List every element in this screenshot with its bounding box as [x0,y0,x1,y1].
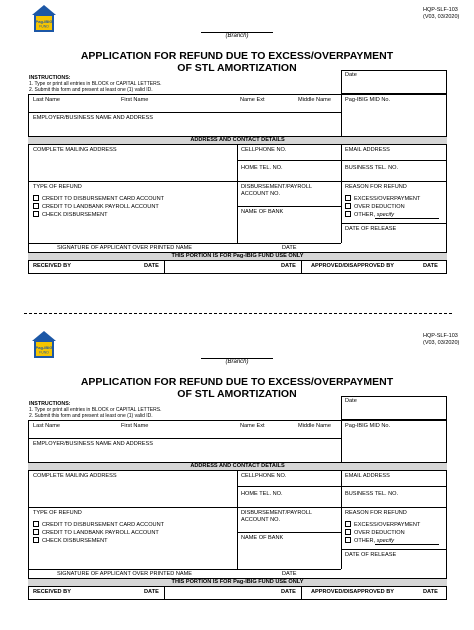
refund-option-1-text: CREDIT TO DISBURSEMENT CARD ACCOUNT [42,196,165,202]
divider [341,420,342,462]
first-name-label: First Name [121,97,149,103]
form-code [423,7,459,21]
reason-option-1-text: EXCESS/OVERPAYMENT [354,522,421,528]
received-date-label: DATE [144,263,159,269]
office-date-label: DATE [281,263,296,269]
branch-label: (Branch) [225,33,249,39]
reason-label: REASON FOR REFUND [345,184,407,190]
date-field[interactable] [341,70,447,94]
refund-option-2-text: CREDIT TO LANDBANK PAYROLL ACCOUNT [42,204,159,210]
type-of-refund-label: TYPE OF REFUND [33,510,82,516]
instruction-2: 2. Submit this form and present at least one (1) valid ID. [29,413,153,419]
reason-option-3-text: OTHER, [354,212,377,218]
checkbox[interactable] [33,529,39,535]
checkbox[interactable] [345,537,351,543]
mid-no-label: Pag-IBIG MID No. [345,97,391,103]
divider [237,532,341,533]
divider [28,181,447,182]
payroll-account-line-2: ACCOUNT NO. [241,516,281,523]
reason-option-2-text: OVER DEDUCTION [354,530,405,536]
mailing-address-field[interactable] [30,154,235,179]
received-by-label: RECEIVED BY [33,263,71,269]
svg-text:FUND: FUND [39,24,49,29]
divider [28,507,447,508]
employer-label: EMPLOYER/BUSINESS NAME AND ADDRESS [33,441,153,447]
address-header: ADDRESS AND CONTACT DETAILS [28,136,447,145]
checkbox[interactable] [345,211,351,217]
divider [28,438,341,439]
form-code-text: HQP-SLF-103 [423,7,458,13]
reason-option-1-text: EXCESS/OVERPAYMENT [354,196,421,202]
checkbox[interactable] [33,211,39,217]
refund-option-2[interactable] [33,529,159,537]
refund-option-2[interactable] [33,203,159,211]
specify-line [375,218,439,219]
pag-ibig-logo [31,4,57,34]
office-date-label: DATE [281,589,296,595]
title-line-1: APPLICATION FOR REFUND DUE TO EXCESS/OVERPAYMENT [80,376,394,388]
refund-option-1-text: CREDIT TO DISBURSEMENT CARD ACCOUNT [42,522,165,528]
last-name-label: Last Name [33,423,61,429]
checkbox[interactable] [33,203,39,209]
pag-ibig-logo [31,330,57,360]
reason-option-2[interactable] [345,203,405,211]
home-tel-label: HOME TEL. NO. [241,165,283,171]
middle-name-label: Middle Name [298,97,331,103]
checkbox[interactable] [33,521,39,527]
bank-name-label: NAME OF BANK [241,535,284,541]
name-field[interactable] [30,104,339,112]
name-ext-label: Name Ext [240,423,265,429]
type-of-refund-label: TYPE OF REFUND [33,184,82,190]
checkbox[interactable] [345,529,351,535]
divider [301,261,302,274]
form-version: (V03, 03/2020) [423,14,460,20]
refund-option-3[interactable] [33,211,108,219]
divider [341,223,447,224]
email-label: EMAIL ADDRESS [345,473,390,479]
middle-name-label: Middle Name [298,423,331,429]
reason-option-1[interactable] [345,195,420,203]
cellphone-label: CELLPHONE NO. [241,473,287,479]
svg-text:Pag-IBIG: Pag-IBIG [35,19,53,24]
payroll-account-line-1: DISBURSEMENT/PAYROLL [241,184,312,190]
employer-label: EMPLOYER/BUSINESS NAME AND ADDRESS [33,115,153,121]
form-code [423,333,459,347]
form-copy-bottom [0,326,474,626]
instructions-title: INSTRUCTIONS: [29,401,71,407]
signature-date-label: DATE [282,571,297,577]
specify-line [375,544,439,545]
office-use-header: THIS PORTION IS FOR Pag-IBIG FUND USE ONLY [28,578,447,587]
reason-option-2[interactable] [345,529,405,537]
instruction-2: 2. Submit this form and present at least one (1) valid ID. [29,87,153,93]
mid-no-field[interactable] [343,430,445,438]
mid-no-label: Pag-IBIG MID No. [345,423,391,429]
name-ext-label: Name Ext [240,97,265,103]
form-code-text: HQP-SLF-103 [423,333,458,339]
signature-label: SIGNATURE OF APPLICANT OVER PRINTED NAME [57,245,192,251]
received-date-label: DATE [144,589,159,595]
date-label: Date [345,398,357,404]
mailing-address-label: COMPLETE MAILING ADDRESS [33,147,117,153]
name-field[interactable] [30,430,339,438]
last-name-label: Last Name [33,97,61,103]
instruction-1: 1. Type or print all entries in BLOCK or CAPITAL LETTERS. [29,81,162,87]
signature-date-label: DATE [282,245,297,251]
divider [28,569,341,570]
first-name-label: First Name [121,423,149,429]
form-version: (V03, 03/2020) [423,340,460,346]
reason-specify-text: specify [376,212,395,218]
refund-option-3-text: CHECK DISBURSEMENT [42,212,108,218]
payroll-account-label [241,184,312,197]
divider [341,94,342,136]
employer-field[interactable] [30,122,339,134]
branch-label: (Branch) [225,359,249,365]
instructions [29,401,161,419]
checkbox[interactable] [33,195,39,201]
approved-by-label: APPROVED/DISAPPROVED BY [311,263,394,269]
date-of-release-label: DATE OF RELEASE [345,552,397,558]
form-copy-top [0,0,474,300]
divider [237,160,447,161]
date-label: Date [345,72,357,78]
divider [164,261,165,274]
cut-line [24,313,452,314]
employer-field[interactable] [30,448,339,460]
approved-date-label: DATE [423,263,438,269]
office-use-header: THIS PORTION IS FOR Pag-IBIG FUND USE ONLY [28,252,447,261]
checkbox[interactable] [345,195,351,201]
instructions-title: INSTRUCTIONS: [29,75,71,81]
divider [237,486,447,487]
payroll-account-label [241,510,312,523]
divider [301,587,302,600]
title-line-2: OF STL AMORTIZATION [177,61,297,74]
refund-option-1[interactable] [33,195,164,203]
reason-option-1[interactable] [345,521,420,529]
signature-label: SIGNATURE OF APPLICANT OVER PRINTED NAME [57,571,192,577]
reason-label: REASON FOR REFUND [345,510,407,516]
refund-option-2-text: CREDIT TO LANDBANK PAYROLL ACCOUNT [42,530,159,536]
checkbox[interactable] [345,521,351,527]
svg-text:Pag-IBIG: Pag-IBIG [35,345,53,350]
cellphone-label: CELLPHONE NO. [241,147,287,153]
approved-by-label: APPROVED/DISAPPROVED BY [311,589,394,595]
payroll-account-line-2: ACCOUNT NO. [241,190,281,197]
date-field[interactable] [341,396,447,420]
refund-option-3-text: CHECK DISBURSEMENT [42,538,108,544]
divider [28,112,341,113]
business-tel-label: BUSINESS TEL. NO. [345,491,399,497]
received-by-label: RECEIVED BY [33,589,71,595]
approved-date-label: DATE [423,589,438,595]
business-tel-label: BUSINESS TEL. NO. [345,165,399,171]
home-tel-label: HOME TEL. NO. [241,491,283,497]
reason-option-2-text: OVER DEDUCTION [354,204,405,210]
checkbox[interactable] [345,203,351,209]
checkbox[interactable] [33,537,39,543]
svg-text:FUND: FUND [39,350,49,355]
divider [164,587,165,600]
mailing-address-field[interactable] [30,480,235,505]
refund-option-1[interactable] [33,521,164,529]
divider [341,549,447,550]
divider [28,243,341,244]
mid-no-field[interactable] [343,104,445,112]
refund-option-3[interactable] [33,537,108,545]
reason-specify-text: specify [376,538,395,544]
instructions [29,75,161,93]
title-line-1: APPLICATION FOR REFUND DUE TO EXCESS/OVERPAYMENT [80,50,394,62]
payroll-account-line-1: DISBURSEMENT/PAYROLL [241,510,312,516]
mailing-address-label: COMPLETE MAILING ADDRESS [33,473,117,479]
instruction-1: 1. Type or print all entries in BLOCK or CAPITAL LETTERS. [29,407,162,413]
email-label: EMAIL ADDRESS [345,147,390,153]
date-of-release-label: DATE OF RELEASE [345,226,397,232]
reason-option-3-text: OTHER, [354,538,377,544]
title-line-2: OF STL AMORTIZATION [177,387,297,400]
address-header: ADDRESS AND CONTACT DETAILS [28,462,447,471]
bank-name-label: NAME OF BANK [241,209,284,215]
divider [237,206,341,207]
